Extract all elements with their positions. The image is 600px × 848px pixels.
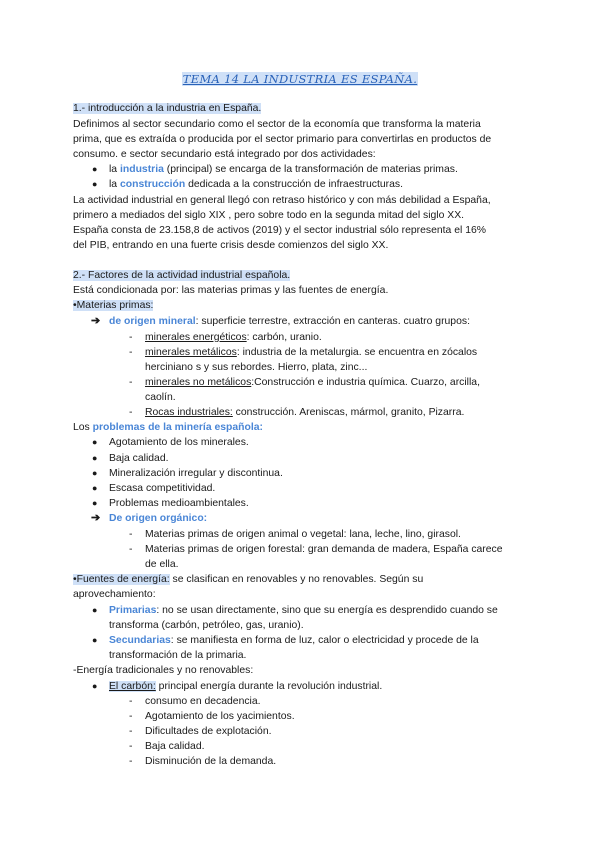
carbon-subitem: Disminución de la demanda. (145, 756, 277, 767)
fuentes-energia-line: •Fuentes de energía: se clasifican en renovables y no renovables. Según su (73, 574, 424, 585)
organico-subitem-cont: de ella. (145, 559, 179, 570)
page-title: TEMA 14 LA INDUSTRIA ES ESPAÑA. (182, 72, 418, 86)
problemas-heading: Los problemas de la minería española: (73, 422, 263, 433)
mineral-subitem: minerales metálicos: industria de la metalurgia. se encuentra en zócalos (145, 347, 478, 358)
dash-icon: - (129, 711, 133, 722)
carbon-subitem: Dificultades de explotación. (145, 726, 272, 737)
primarias-item: Primarias: no se usan directamente, sino que su energía es desprendido cuando se (109, 605, 498, 616)
origen-mineral-item: de origen mineral: superficie terrestre, extracción en canteras. cuatro grupos: (109, 316, 470, 327)
dash-icon: - (129, 407, 133, 418)
secundarias-cont: transformación de la primaria. (109, 650, 247, 661)
secundarias-item: Secundarias: se manifiesta en forma de luz, calor o electricidad y procede de la (109, 635, 479, 646)
paragraph-line: del PIB, entrando en una fuerte crisis desde comienzos del siglo XX. (73, 240, 389, 251)
paragraph-line: prima, que es extraída o producida por el sector primario para convertirlas en productos de (73, 134, 492, 145)
list-item: Baja calidad. (109, 453, 169, 464)
mineral-subitem-cont: caolín. (145, 392, 176, 403)
section-1-heading: 1.- introducción a la industria en España. (73, 103, 262, 114)
dash-icon: - (129, 529, 133, 540)
bullet-icon: ● (92, 468, 98, 478)
dash-icon: - (129, 696, 133, 707)
dash-icon: - (129, 332, 133, 343)
bullet-icon: ● (92, 453, 98, 463)
origen-organico-item: De origen orgánico: (109, 513, 208, 524)
paragraph-line: primero a mediados del siglo XIX , pero sobre todo en la segunda mitad del siglo XX. (73, 210, 465, 221)
carbon-item: El carbón: principal energía durante la revolución industrial. (109, 681, 383, 692)
carbon-subitem: Agotamiento de los yacimientos. (145, 711, 295, 722)
bullet-icon: ● (92, 483, 98, 493)
list-item: Mineralización irregular y discontinua. (109, 468, 283, 479)
paragraph-line: consumo. e sector secundario está integrado por dos actividades: (73, 149, 376, 160)
paragraph-line: Definimos al sector secundario como el sector de la economía que transforma la materia (73, 119, 481, 130)
mineral-subitem-cont: herciniano s y sus rebordes. Hierro, plata, zinc... (145, 362, 368, 373)
materias-primas-label: •Materias primas: (73, 300, 154, 311)
bullet-icon: ● (92, 605, 98, 615)
dash-icon: - (129, 347, 133, 358)
bullet-icon: ● (92, 635, 98, 645)
dash-icon: - (129, 544, 133, 555)
primarias-cont: transforma (carbón, petróleo, gas, uranio). (109, 620, 304, 631)
paragraph-line: -Energía tradicionales y no renovables: (73, 665, 254, 676)
dash-icon: - (129, 377, 133, 388)
carbon-subitem: consumo en decadencia. (145, 696, 261, 707)
bullet-icon: ● (92, 164, 98, 174)
arrow-right-icon: ➔ (91, 315, 101, 327)
organico-subitem: Materias primas de origen forestal: gran demanda de madera, España carece (145, 544, 503, 555)
carbon-subitem: Baja calidad. (145, 741, 205, 752)
list-item-industria: la industria (principal) se encarga de la transformación de materias primas. (109, 164, 458, 175)
bullet-icon: ● (92, 681, 98, 691)
dash-icon: - (129, 741, 133, 752)
mineral-subitem: minerales no metálicos:Construcción e industria química. Cuarzo, arcilla, (145, 377, 480, 388)
organico-subitem: Materias primas de origen animal o vegetal: lana, leche, lino, girasol. (145, 529, 461, 540)
dash-icon: - (129, 726, 133, 737)
list-item: Problemas medioambientales. (109, 498, 249, 509)
paragraph-line: España consta de 23.158,8 de activos (2019) y el sector industrial sólo representa el 16% (73, 225, 486, 236)
list-item-construccion: la construcción dedicada a la construcción de infraestructuras. (109, 179, 403, 190)
mineral-subitem: Rocas industriales: construcción. Areniscas, mármol, granito, Pizarra. (145, 407, 465, 418)
section-2-heading: 2.- Factores de la actividad industrial española. (73, 270, 291, 281)
dash-icon: - (129, 756, 133, 767)
mineral-subitem: minerales energéticos: carbón, uranio. (145, 332, 322, 343)
list-item: Escasa competitividad. (109, 483, 216, 494)
paragraph-line: aprovechamiento: (73, 589, 156, 600)
bullet-icon: ● (92, 437, 98, 447)
arrow-right-icon: ➔ (91, 512, 101, 524)
bullet-icon: ● (92, 179, 98, 189)
paragraph-line: Está condicionada por: las materias primas y las fuentes de energía. (73, 285, 389, 296)
bullet-icon: ● (92, 498, 98, 508)
paragraph-line: La actividad industrial en general llegó con retraso histórico y con más debilidad a España, (73, 195, 491, 206)
list-item: Agotamiento de los minerales. (109, 437, 249, 448)
